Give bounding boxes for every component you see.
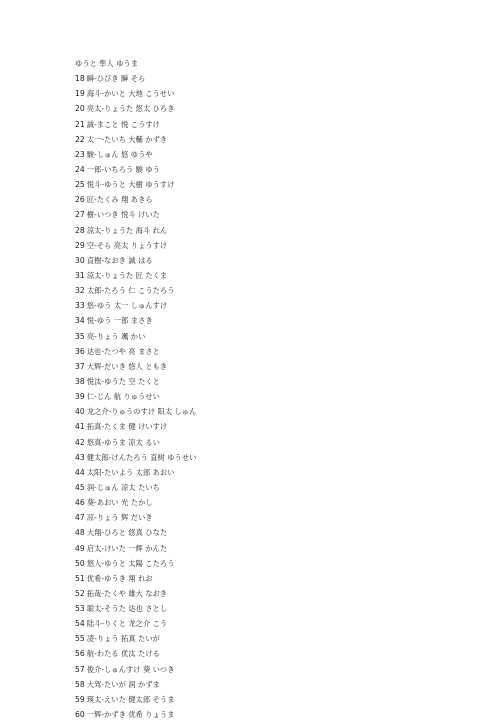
entry-text: 樹-いつき 悦斗 けいた	[86, 210, 160, 220]
entry-text: 启太-けいた 一辉 かんた	[86, 543, 168, 553]
entry-number: 50	[75, 558, 85, 568]
entry-text: 悦-ゆう 一郎 まさき	[86, 316, 153, 326]
list-item	[75, 495, 475, 510]
list-item	[75, 223, 475, 238]
list-item	[75, 419, 475, 434]
entry-text: 太一-たいち 大輔 かずき	[86, 134, 168, 144]
entry-text: 亮-りょう 颯 かい	[86, 331, 146, 341]
list-item	[75, 207, 475, 222]
entry-number: 44	[75, 467, 85, 477]
list-item	[75, 177, 475, 192]
entry-text: 优希-ゆうき 翔 れお	[86, 573, 153, 583]
list-item	[75, 677, 475, 692]
entry-text: 一郎-いちろう 駿 ゆう	[86, 164, 160, 174]
list-item	[75, 646, 475, 661]
list-item	[75, 465, 475, 480]
entry-number: 45	[75, 482, 85, 492]
entry-text: 陆斗-りくと 龙之介 こう	[86, 619, 168, 629]
entry-number: 27	[75, 210, 85, 220]
entry-number: 53	[75, 604, 85, 614]
entry-number: 26	[75, 195, 85, 205]
list-item	[75, 132, 475, 147]
entry-text: 葵-あおい 光 たかし	[86, 498, 153, 508]
entry-number: 19	[75, 89, 85, 99]
entry-text: 仁-じん 航 りゅうせい	[86, 392, 160, 402]
list-item	[75, 707, 475, 722]
list-item	[75, 404, 475, 419]
entry-number: 46	[75, 498, 85, 508]
entry-number: 52	[75, 588, 85, 598]
list-item	[75, 480, 475, 495]
list-item	[75, 253, 475, 268]
entry-text: 达也-たつや 亮 まさと	[86, 346, 160, 356]
entry-number: 25	[75, 180, 85, 190]
entry-number: 32	[75, 286, 85, 296]
entry-number: 42	[75, 437, 85, 447]
list-item	[75, 359, 475, 374]
entry-text: 匠-たくみ 翔 あきら	[86, 195, 153, 205]
entry-number: 28	[75, 225, 85, 235]
entry-text: 拓哉-たくや 雄大 なおき	[86, 588, 168, 598]
entry-text: 龙之介-りゅうのすけ 阳太 しゅん	[86, 407, 197, 417]
list-item	[75, 389, 475, 404]
list-item	[75, 374, 475, 389]
list-item	[75, 631, 475, 646]
entry-number: 31	[75, 270, 85, 280]
entry-number: 51	[75, 573, 85, 583]
entry-text: 润-じゅん 凉太 たいち	[86, 482, 160, 492]
list-item	[75, 586, 475, 601]
entry-text: 悠-ゆう 太一 しゅんすけ	[86, 301, 168, 311]
entry-text: 大翔-ひろと 悠真 ひなた	[86, 528, 168, 538]
entry-text: 瑛太-えいた 健太郎 そうま	[86, 694, 175, 704]
list-item	[75, 601, 475, 616]
list-item	[75, 283, 475, 298]
entry-number: 47	[75, 513, 85, 523]
entry-number: 22	[75, 134, 85, 144]
entry-text: 聪太-そうた 达也 さとし	[86, 604, 168, 614]
list-item	[75, 268, 475, 283]
entry-number: 36	[75, 346, 85, 356]
list-item	[75, 71, 475, 86]
entry-number: 18	[75, 74, 85, 84]
entry-number: 56	[75, 649, 85, 659]
entry-text: 駿-しゅん 悠 ゆうや	[86, 149, 153, 159]
entry-text: 空-そら 亮太 りょうすけ	[86, 240, 168, 250]
entry-text: 大辉-だいき 悠人 ともき	[86, 361, 168, 371]
entry-number: 49	[75, 543, 85, 553]
entry-number: 43	[75, 452, 85, 462]
entry-text: 健太郎-けんたろう 直树 ゆうせい	[86, 452, 197, 462]
entry-text: 悠真-ゆうま 凉太 るい	[86, 437, 160, 447]
entry-number: 55	[75, 634, 85, 644]
entry-number: 57	[75, 664, 85, 674]
entry-text: 悠人-ゆうと 太陽 こたろう	[86, 558, 175, 568]
entry-number: 20	[75, 104, 85, 114]
list-item	[75, 329, 475, 344]
entry-number: 37	[75, 361, 85, 371]
entry-number: 59	[75, 694, 85, 704]
entry-text: 涼太-りょうた 海斗 れん	[86, 225, 168, 235]
entry-text: 悦斗-ゆうと 大樹 ゆうすけ	[86, 180, 175, 190]
list-item	[75, 616, 475, 631]
list-item	[75, 117, 475, 132]
entry-number: 41	[75, 422, 85, 432]
entry-number: 40	[75, 407, 85, 417]
entry-text: 太郎-たろう 仁 こうたろう	[86, 286, 175, 296]
entry-number: 58	[75, 679, 85, 689]
entry-text: 太阳-たいよう 太郎 あおい	[86, 467, 175, 477]
list-item	[75, 525, 475, 540]
list-item	[75, 541, 475, 556]
list-item	[75, 692, 475, 707]
list-item	[75, 147, 475, 162]
list-item	[75, 298, 475, 313]
entry-text: 海斗-かいと 大地 こうせい	[86, 89, 175, 99]
entry-text: 拓真-たくま 健 けいすけ	[86, 422, 168, 432]
list-item	[75, 435, 475, 450]
entry-text: 凌-りょう 拓真 たいが	[86, 634, 160, 644]
entry-text: 一辉-かずき 优希 りょうま	[86, 710, 175, 720]
entry-number: 60	[75, 710, 85, 720]
entry-text: 悦汰-ゆうた 空 たくと	[86, 376, 160, 386]
entry-number: 39	[75, 392, 85, 402]
header-line: ゆうと 隼人 ゆうま	[75, 59, 139, 68]
list-item	[75, 662, 475, 677]
entry-text: 航-わたる 优汰 たける	[86, 649, 160, 659]
entry-number: 54	[75, 619, 85, 629]
entry-text: 涼太-りょうた 匠 たくま	[86, 270, 168, 280]
entry-number: 35	[75, 331, 85, 341]
entry-number: 24	[75, 164, 85, 174]
entry-text: 俊介-しゅんすけ 葵 いつき	[86, 664, 175, 674]
list-item	[75, 556, 475, 571]
entry-number: 38	[75, 376, 85, 386]
list-item	[75, 238, 475, 253]
entry-text: 誠-まこと 悦 こうすけ	[86, 119, 160, 129]
entry-number: 34	[75, 316, 85, 326]
entry-text: 凉-りょう 辉 だいき	[86, 513, 153, 523]
entry-number: 29	[75, 240, 85, 250]
name-list	[75, 56, 475, 722]
list-item	[75, 101, 475, 116]
list-item	[75, 344, 475, 359]
entry-text: 亮太-りょうた 悠太 ひろき	[86, 104, 175, 114]
list-item	[75, 192, 475, 207]
entry-text: 瞬-ひびき 瞬 そら	[86, 74, 146, 84]
list-item	[75, 313, 475, 328]
entry-number: 30	[75, 255, 85, 265]
entry-text: 大驾-たいが 润 かずま	[86, 679, 160, 689]
list-item	[75, 162, 475, 177]
list-item	[75, 571, 475, 586]
entry-number: 48	[75, 528, 85, 538]
entry-number: 23	[75, 149, 85, 159]
list-item	[75, 510, 475, 525]
entry-text: 直樹-なおき 誠 はる	[86, 255, 153, 265]
list-item	[75, 450, 475, 465]
list-item	[75, 86, 475, 101]
entry-number: 33	[75, 301, 85, 311]
entry-number: 21	[75, 119, 85, 129]
